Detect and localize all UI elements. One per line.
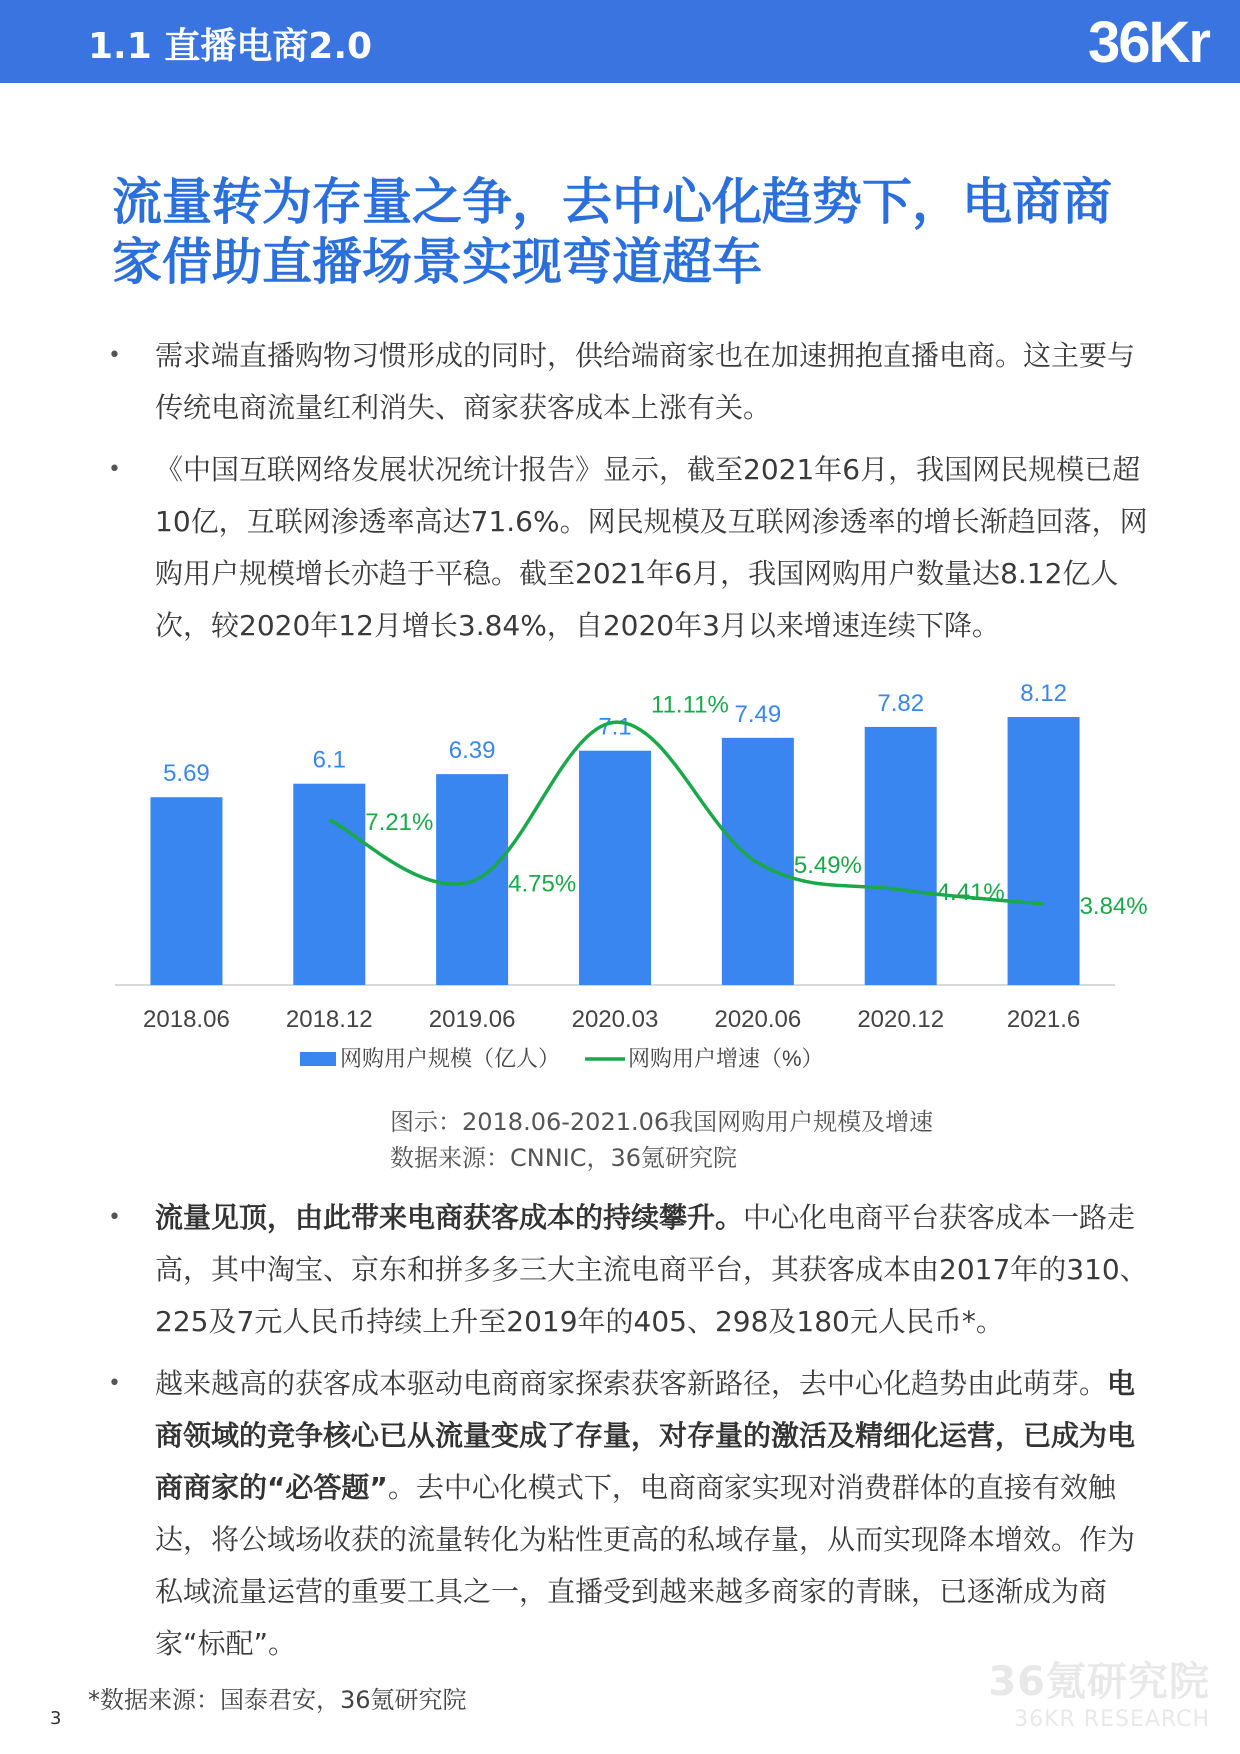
bullet-dot-icon: • [108,1371,121,1396]
x-tick-label: 2018.06 [143,1006,230,1033]
bullet-dot-icon: • [108,343,121,368]
bar-value-label: 8.12 [1020,680,1067,708]
growth-value-label: 4.75% [508,870,577,898]
bar-value-label: 7.82 [877,689,925,717]
user-growth-chart [100,660,1148,1100]
growth-value-label: 4.41% [936,878,1005,906]
growth-value-label: 3.84% [1079,893,1148,920]
headline: 流量转为存量之争，去中心化趋势下，电商商家借助直播场景实现弯道超车 [112,173,1112,291]
bar-2021.6 [1008,717,1080,985]
bar-value-label: 6.1 [312,746,346,774]
bullet-lead-text: 越来越高的获客成本驱动电商商家探索获客新路径，去中心化趋势由此萌芽。 [155,1367,1108,1400]
bar-value-label: 7.49 [734,700,782,728]
bar-2020.12 [865,727,937,985]
x-tick-label: 2020.06 [714,1006,802,1033]
bullet-list-bottom [108,1192,1148,1680]
caption-title: 图示：2018.06-2021.06我国网购用户规模及增速 [390,1108,934,1136]
bar-2020.03 [579,751,651,985]
page-number: 3 [50,1708,62,1729]
bullet-item [108,444,1148,652]
watermark-title: 36氪研究院 [988,1659,1210,1705]
bar-value-label: 6.39 [448,737,496,765]
bullet-dot-icon: • [108,1205,121,1230]
bar-value-label: 5.69 [163,760,210,788]
brand-logo [1080,0,1240,83]
bullet-item [108,1358,1148,1670]
bullet-text: 《中国互联网络发展状况统计报告》显示，截至2021年6月，我国网民规模已超10亿，互联网渗透率高达71.6%。网民规模及互联网渗透率的增长渐趋回落，网购用户规模增长亦趋于平稳。截至2021年6月，我国网购用户数量达8.12亿人次，较2020年12月增长3.84%，自2020年3月以来增速连续下降。 [155,453,1148,642]
bar-2018.12 [293,784,365,985]
chart-caption [390,1104,933,1176]
x-tick-label: 2020.12 [857,1006,945,1033]
footnote: *数据来源：国泰君安，36氪研究院 [88,1686,467,1714]
x-tick-label: 2018.12 [285,1006,373,1033]
bullet-text: 中心化电商平台获客成本一路走高，其中淘宝、京东和拼多多三大主流电商平台，其获客成本由2017年的310、225及7元人民币持续上升至2019年的405、298及180元人民币*。 [155,1201,1148,1338]
legend-bar-swatch [300,1052,336,1066]
bar-2018.06 [150,797,222,985]
bullet-bold-text: 电商领域的竞争核心已从流量变成了存量，对存量的激活及精细化运营，已成为电商商家的“必答题” [155,1367,1136,1504]
bullet-dot-icon: • [108,457,121,482]
watermark [988,1650,1210,1732]
caption-source: 数据来源：CNNIC，36氪研究院 [390,1144,738,1172]
bullet-text: 。去中心化模式下，电商商家实现对消费群体的直接有效触达，将公域场收获的流量转化为粘性更高的私域存量，从而实现降本增效。作为私域流量运营的重要工具之一，直播受到越来越多商家的青睐，已逐渐成为商家“标配”。 [155,1471,1136,1660]
bullet-item [108,1192,1148,1348]
header-bar [0,0,1240,83]
watermark-subtitle: 36KR RESEARCH [1014,1707,1210,1732]
growth-value-label: 11.11% [651,691,729,719]
x-tick-label: 2020.03 [571,1006,659,1033]
x-tick-label: 2021.6 [1006,1006,1081,1033]
legend-bar-label: 网购用户规模（亿人） [340,1046,561,1071]
bullet-item [108,330,1148,434]
brand-logo-text: 36Kr [1088,10,1209,75]
x-tick-label: 2019.06 [428,1006,516,1033]
legend-line-label: 网购用户增速（%） [628,1046,824,1071]
growth-value-label: 5.49% [793,851,862,879]
bullet-bold-text: 流量见顶，由此带来电商获客成本的持续攀升。 [155,1201,744,1234]
bullet-text: 需求端直播购物习惯形成的同时，供给端商家也在加速拥抱直播电商。这主要与传统电商流量红利消失、商家获客成本上涨有关。 [155,339,1136,424]
growth-value-label: 7.21% [365,808,434,836]
bar-value-label: 7.1 [598,713,632,741]
section-title: 1.1 直播电商2.0 [88,26,373,67]
bullet-list-top [108,330,1148,662]
